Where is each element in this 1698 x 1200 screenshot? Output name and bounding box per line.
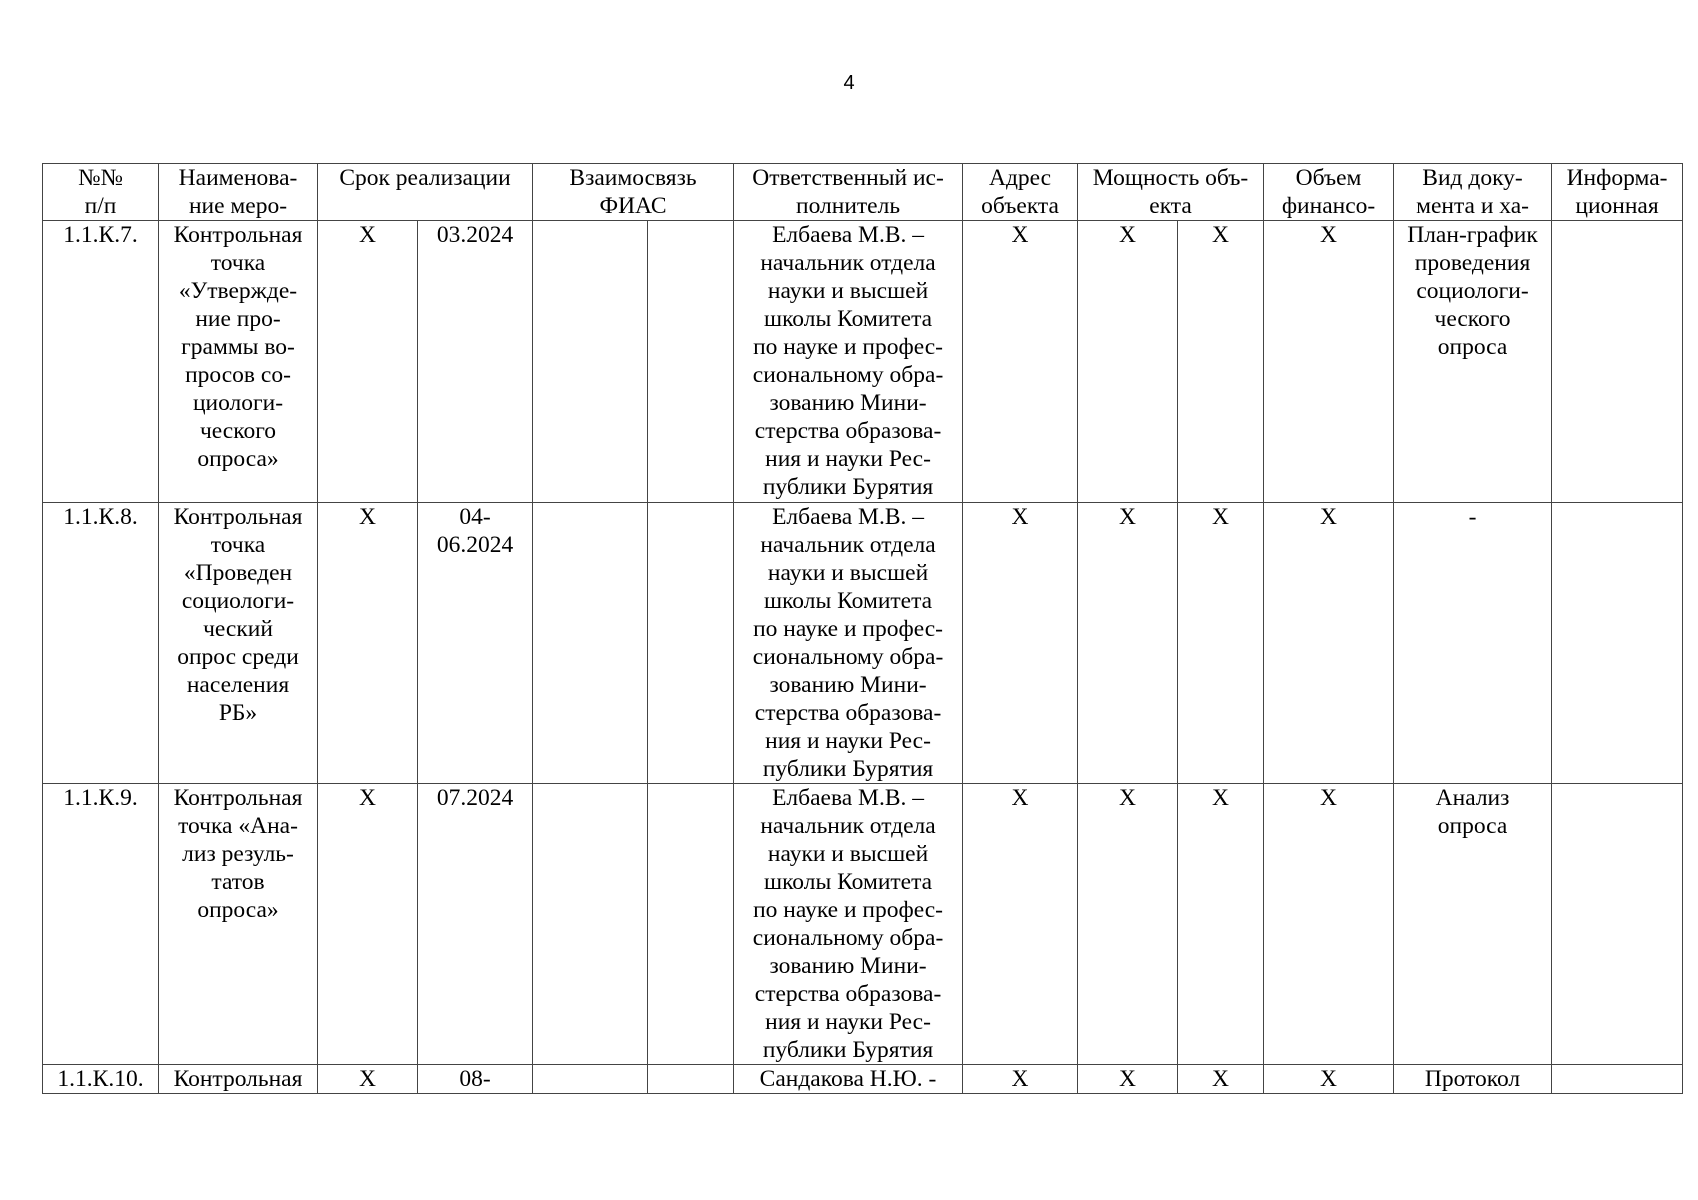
cell-fias-2 (648, 221, 734, 503)
cell-capacity-2: Х (1178, 784, 1264, 1065)
cell-name: Контрольная точка «Проведен социологи- ческий опрос среди населения РБ» (159, 503, 318, 784)
header-capacity: Мощность объ- екта (1078, 164, 1264, 221)
cell-capacity-2: Х (1178, 503, 1264, 784)
cell-num: 1.1.К.10. (43, 1065, 159, 1094)
cell-term-start: Х (318, 221, 418, 503)
cell-term-end: 04- 06.2024 (418, 503, 533, 784)
cell-address: Х (963, 1065, 1078, 1094)
cell-address: Х (963, 784, 1078, 1065)
cell-num: 1.1.К.7. (43, 221, 159, 503)
cell-name: Контрольная точка «Ана- лиз резуль- татов опроса» (159, 784, 318, 1065)
header-term: Срок реализации (318, 164, 533, 221)
cell-responsible: Елбаева М.В. – начальник отдела науки и высшей школы Комитета по науке и профес- сиональному обра- зованию Мини- стерства образова- ния и науки Рес- публики Бурятия (734, 221, 963, 503)
cell-capacity-1: Х (1078, 221, 1178, 503)
header-fias: Взаимосвязь ФИАС (533, 164, 734, 221)
table-row (43, 1065, 1683, 1094)
cell-term-start: Х (318, 1065, 418, 1094)
cell-finance: Х (1264, 221, 1394, 503)
cell-info (1552, 1065, 1683, 1094)
header-responsible: Ответственный ис- полнитель (734, 164, 963, 221)
cell-info (1552, 503, 1683, 784)
cell-address: Х (963, 503, 1078, 784)
cell-name: Контрольная (159, 1065, 318, 1094)
table-row (43, 503, 1683, 784)
cell-term-start: Х (318, 784, 418, 1065)
cell-term-end: 03.2024 (418, 221, 533, 503)
header-num: №№ п/п (43, 164, 159, 221)
table-row (43, 221, 1683, 503)
cell-responsible: Сандакова Н.Ю. - (734, 1065, 963, 1094)
cell-term-end: 07.2024 (418, 784, 533, 1065)
cell-capacity-2: Х (1178, 1065, 1264, 1094)
cell-fias-1 (533, 1065, 648, 1094)
table-header-row (43, 164, 1683, 221)
plan-table (42, 163, 1683, 1094)
cell-fias-1 (533, 784, 648, 1065)
header-doc: Вид доку- мента и ха- (1394, 164, 1552, 221)
cell-name: Контрольная точка «Утвержде- ние про- граммы во- просов со- циологи- ческого опроса» (159, 221, 318, 503)
page-number: 4 (843, 72, 855, 94)
cell-info (1552, 784, 1683, 1065)
cell-fias-1 (533, 503, 648, 784)
header-info: Информа- ционная (1552, 164, 1683, 221)
header-name: Наименова- ние меро- (159, 164, 318, 221)
cell-fias-1 (533, 221, 648, 503)
cell-fias-2 (648, 503, 734, 784)
cell-term-start: Х (318, 503, 418, 784)
cell-doc: План-график проведения социологи- ческого опроса (1394, 221, 1552, 503)
cell-fias-2 (648, 784, 734, 1065)
cell-address: Х (963, 221, 1078, 503)
cell-finance: Х (1264, 503, 1394, 784)
cell-info (1552, 221, 1683, 503)
cell-responsible: Елбаева М.В. – начальник отдела науки и высшей школы Комитета по науке и профес- сиональному обра- зованию Мини- стерства образова- ния и науки Рес- публики Бурятия (734, 784, 963, 1065)
cell-doc: Протокол (1394, 1065, 1552, 1094)
table-row (43, 784, 1683, 1065)
cell-num: 1.1.К.8. (43, 503, 159, 784)
cell-term-end: 08- (418, 1065, 533, 1094)
cell-capacity-1: Х (1078, 1065, 1178, 1094)
cell-responsible: Елбаева М.В. – начальник отдела науки и высшей школы Комитета по науке и профес- сиональному обра- зованию Мини- стерства образова- ния и науки Рес- публики Бурятия (734, 503, 963, 784)
header-address: Адрес объекта (963, 164, 1078, 221)
cell-finance: Х (1264, 784, 1394, 1065)
cell-doc: Анализ опроса (1394, 784, 1552, 1065)
cell-capacity-1: Х (1078, 784, 1178, 1065)
cell-num: 1.1.К.9. (43, 784, 159, 1065)
header-finance: Объем финансо- (1264, 164, 1394, 221)
cell-doc: - (1394, 503, 1552, 784)
cell-capacity-2: Х (1178, 221, 1264, 503)
cell-finance: Х (1264, 1065, 1394, 1094)
cell-fias-2 (648, 1065, 734, 1094)
cell-capacity-1: Х (1078, 503, 1178, 784)
